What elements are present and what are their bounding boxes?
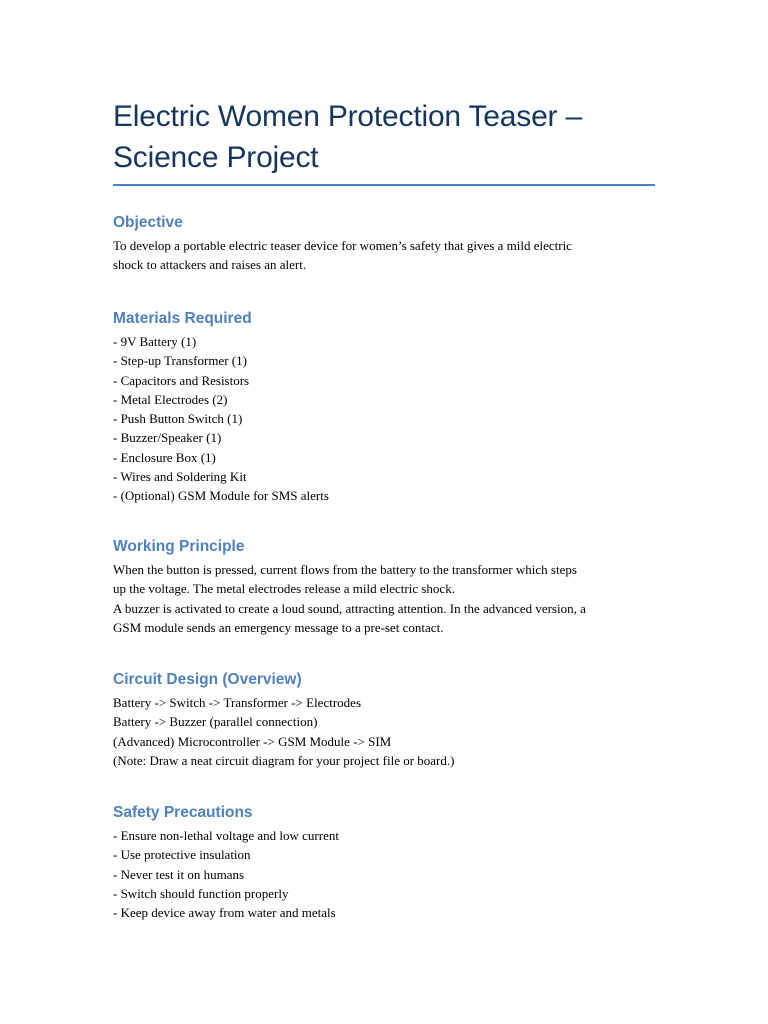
section-safety <box>113 803 655 922</box>
list-item: - Enclosure Box (1) <box>113 449 216 465</box>
list-item: - Switch should function properly <box>113 885 289 901</box>
section-materials <box>113 309 655 506</box>
working-text <box>113 560 655 637</box>
circuit-text <box>113 693 655 770</box>
section-circuit-design <box>113 670 655 770</box>
heading-materials: Materials Required <box>113 310 252 327</box>
working-line: up the voltage. The metal electrodes release a mild electric shock. <box>113 581 455 597</box>
list-item: - Metal Electrodes (2) <box>113 391 228 407</box>
circuit-line: (Advanced) Microcontroller -> GSM Module -> SIM <box>113 733 392 749</box>
list-item: - Use protective insulation <box>113 847 251 863</box>
working-line: A buzzer is activated to create a loud sound, attracting attention. In the advanced version, a <box>113 600 586 616</box>
title-underline <box>113 184 655 186</box>
list-item: - Capacitors and Resistors <box>113 372 250 388</box>
list-item: - Push Button Switch (1) <box>113 411 243 427</box>
document-page <box>113 96 655 921</box>
heading-circuit-design: Circuit Design (Overview) <box>113 671 302 688</box>
list-item: - (Optional) GSM Module for SMS alerts <box>113 488 329 504</box>
document-title <box>113 96 655 178</box>
heading-working-principle: Working Principle <box>113 538 245 555</box>
circuit-line: Battery -> Switch -> Transformer -> Electrodes <box>113 695 361 710</box>
list-item: - Never test it on humans <box>113 866 245 882</box>
materials-list <box>113 332 655 506</box>
list-item: - Keep device away from water and metals <box>113 905 336 921</box>
list-item: - Buzzer/Speaker (1) <box>113 430 222 446</box>
working-line: When the button is pressed, current flows from the battery to the transformer which steps <box>113 562 577 577</box>
heading-objective: Objective <box>113 214 183 231</box>
section-objective <box>113 213 655 275</box>
safety-list <box>113 826 655 922</box>
list-item: - 9V Battery (1) <box>113 334 197 349</box>
heading-safety: Safety Precautions <box>113 804 253 821</box>
title-line-1: Electric Women Protection Teaser – <box>113 100 582 133</box>
list-item: - Wires and Soldering Kit <box>113 469 247 485</box>
circuit-line: (Note: Draw a neat circuit diagram for your project file or board.) <box>113 752 455 768</box>
circuit-line: Battery -> Buzzer (parallel connection) <box>113 714 318 730</box>
section-working-principle <box>113 537 655 637</box>
list-item: - Step-up Transformer (1) <box>113 353 247 369</box>
working-line: GSM module sends an emergency message to a pre-set contact. <box>113 619 444 635</box>
list-item: - Ensure non-lethal voltage and low current <box>113 828 339 843</box>
objective-line: shock to attackers and raises an alert. <box>113 257 307 273</box>
objective-line: To develop a portable electric teaser device for women’s safety that gives a mild electric <box>113 238 572 253</box>
objective-text <box>113 236 655 275</box>
title-line-2: Science Project <box>113 141 319 174</box>
